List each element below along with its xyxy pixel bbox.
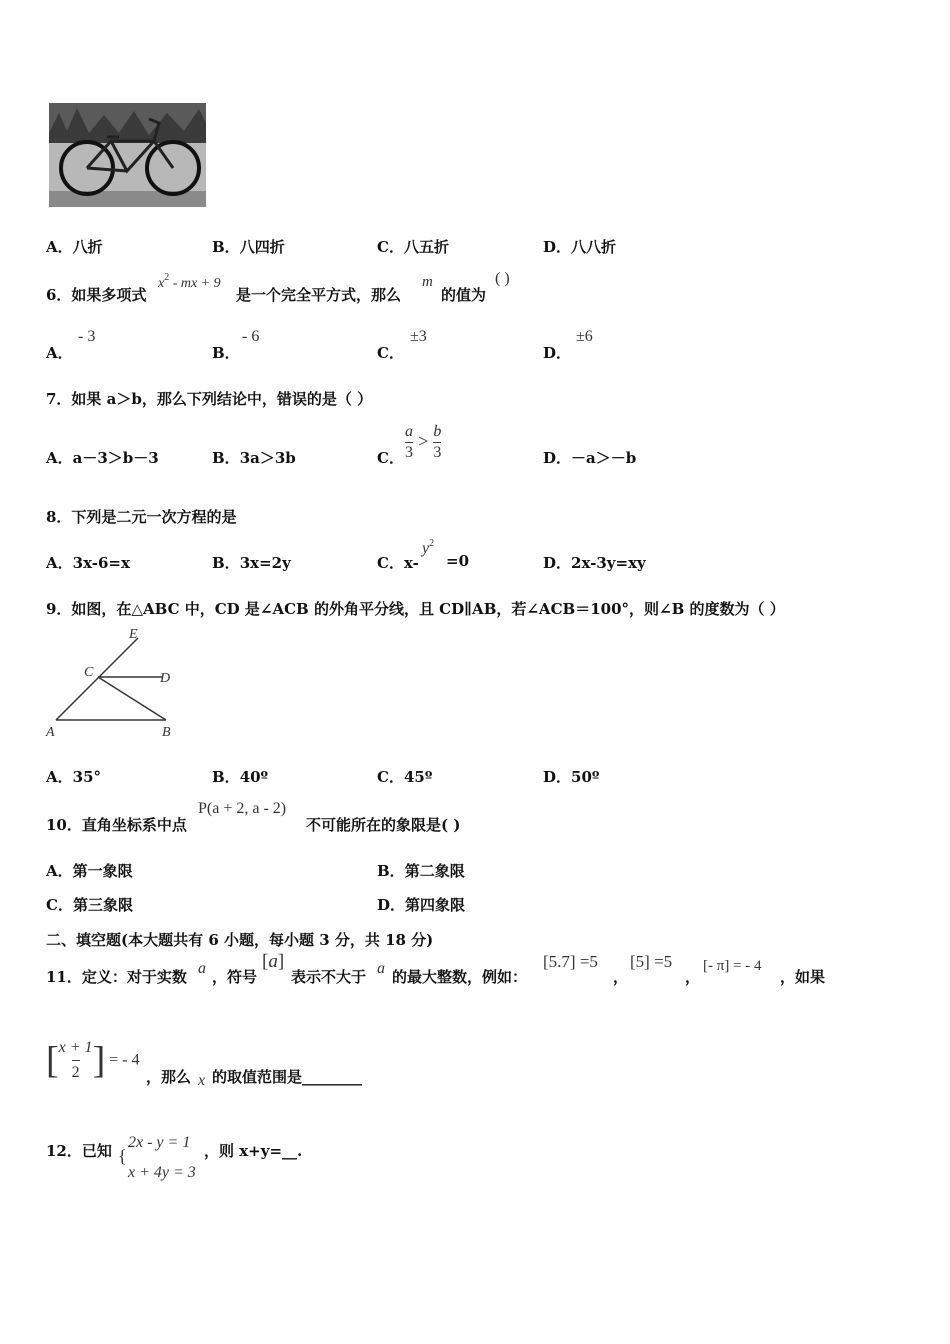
- section-heading-fill-blank: 二、填空题(本大题共有 6 小题，每小题 3 分，共 18 分): [46, 931, 434, 949]
- q6-answer-paren: ( ): [495, 270, 510, 287]
- q6-middle: 是一个完全平方式，那么: [236, 286, 402, 304]
- q9-option-b[interactable]: B．40º: [212, 768, 269, 786]
- q6-option-a-value: - 3: [78, 328, 96, 345]
- q6-option-c-letter[interactable]: C．: [377, 344, 404, 362]
- q6-option-b-value: - 6: [242, 328, 260, 345]
- q8-option-a[interactable]: A．3x-6=x: [46, 554, 130, 572]
- q6-option-c-value: ±3: [410, 328, 427, 345]
- q12-brace: {: [118, 1146, 127, 1166]
- q12-suffix[interactable]: ，则 x+y=__.: [204, 1142, 303, 1160]
- q6-stem: 6．如果多项式: [46, 286, 147, 304]
- q8-option-d[interactable]: D．2x-3y=xy: [543, 554, 646, 572]
- q12-equation-1: 2x - y = 1: [128, 1134, 191, 1151]
- q5-option-d[interactable]: D．八八折: [543, 238, 617, 256]
- bicycle-image: [49, 103, 206, 207]
- q10-prefix: 10．直角坐标系中点: [46, 816, 187, 834]
- q10-point: P(a + 2, a - 2): [198, 800, 287, 817]
- q11-var-x: x: [198, 1072, 206, 1089]
- q12-equation-2: x + 4y = 3: [128, 1164, 196, 1181]
- q12-prefix: 12．已知: [46, 1142, 112, 1160]
- q7-option-a[interactable]: A．a－3＞b－3: [46, 449, 159, 467]
- q9-option-c[interactable]: C．45º: [377, 768, 433, 786]
- q9-stem: 9．如图，在△ABC 中，CD 是∠ACB 的外角平分线，且 CD∥AB，若∠ACB＝100°，则∠B 的度数为（ ）: [46, 600, 785, 618]
- q7-option-c-letter[interactable]: C．: [377, 449, 404, 467]
- q11-definition-part1: 11．定义：对于实数: [46, 968, 187, 986]
- q9-option-d[interactable]: D．50º: [543, 768, 600, 786]
- q11-then: ，那么: [146, 1068, 192, 1086]
- q10-option-c[interactable]: C．第三象限: [46, 896, 133, 914]
- q11-definition-part4: 的最大整数，例如：: [392, 968, 528, 986]
- q6-var-m: m: [422, 274, 433, 290]
- q11-var-a2: a: [377, 960, 385, 977]
- q6-option-b-letter[interactable]: B．: [212, 344, 240, 362]
- q11-definition-part2: ，符号: [212, 968, 258, 986]
- q11-bracket-a: [a]: [262, 951, 285, 972]
- segment-cb: [98, 677, 166, 720]
- q11-floor-equation: [ $\frac{x + 1}{2}$ ] = - 4: [46, 1036, 140, 1085]
- q6-option-d-letter[interactable]: D．: [543, 344, 572, 362]
- q6-option-a-letter[interactable]: A．: [46, 344, 73, 362]
- q11-blank[interactable]: 的取值范围是________: [212, 1068, 363, 1086]
- q11-var-a: a: [198, 960, 206, 977]
- q11-example-2: [5] =5: [630, 952, 673, 971]
- q8-option-b[interactable]: B．3x=2y: [212, 554, 291, 572]
- q8-option-c-power: $y^2$: [422, 538, 435, 557]
- q11-if: ，如果: [780, 968, 826, 986]
- q8-option-c-tail: =0: [446, 552, 470, 570]
- q7-option-d[interactable]: D．－a＞－b: [543, 449, 637, 467]
- q10-option-d[interactable]: D．第四象限: [377, 896, 466, 914]
- q11-sep-2: ，: [685, 968, 701, 986]
- q6-option-d-value: ±6: [576, 328, 593, 345]
- q5-option-c[interactable]: C．八五折: [377, 238, 449, 256]
- q9-option-a[interactable]: A．35°: [46, 768, 102, 786]
- label-b: B: [162, 725, 171, 740]
- q5-option-a[interactable]: A．八折: [46, 238, 103, 256]
- q7-stem: 7．如果 a＞b，那么下列结论中，错误的是（ ）: [46, 390, 373, 408]
- q9-figure: [40, 624, 190, 744]
- q7-option-b[interactable]: B．3a＞3b: [212, 449, 296, 467]
- q6-suffix: 的值为: [441, 286, 487, 304]
- q11-example-1: [5.7] =5: [543, 952, 598, 971]
- q11-sep-1: ，: [613, 968, 629, 986]
- label-a: A: [46, 725, 55, 740]
- q10-suffix: 不可能所在的象限是( ): [306, 816, 461, 834]
- q5-option-b[interactable]: B．八四折: [212, 238, 285, 256]
- label-c: C: [84, 665, 94, 680]
- bicycle-photo: [49, 103, 206, 207]
- q10-option-a[interactable]: A．第一象限: [46, 862, 133, 880]
- q11-example-3: [- π] = - 4: [703, 958, 762, 974]
- q8-option-c[interactable]: C．x-: [377, 554, 419, 572]
- q10-option-b[interactable]: B．第二象限: [377, 862, 465, 880]
- label-d: D: [160, 671, 171, 686]
- q6-polynomial: $x^2$ - mx + 9: [158, 272, 221, 291]
- line-ae: [56, 638, 138, 720]
- q7-option-c-inequality: $\frac{a}{3}$ > $\frac{b}{3}$: [405, 423, 442, 461]
- label-e: E: [129, 627, 138, 642]
- q8-stem: 8．下列是二元一次方程的是: [46, 508, 237, 526]
- q11-definition-part3: 表示不大于: [291, 968, 367, 986]
